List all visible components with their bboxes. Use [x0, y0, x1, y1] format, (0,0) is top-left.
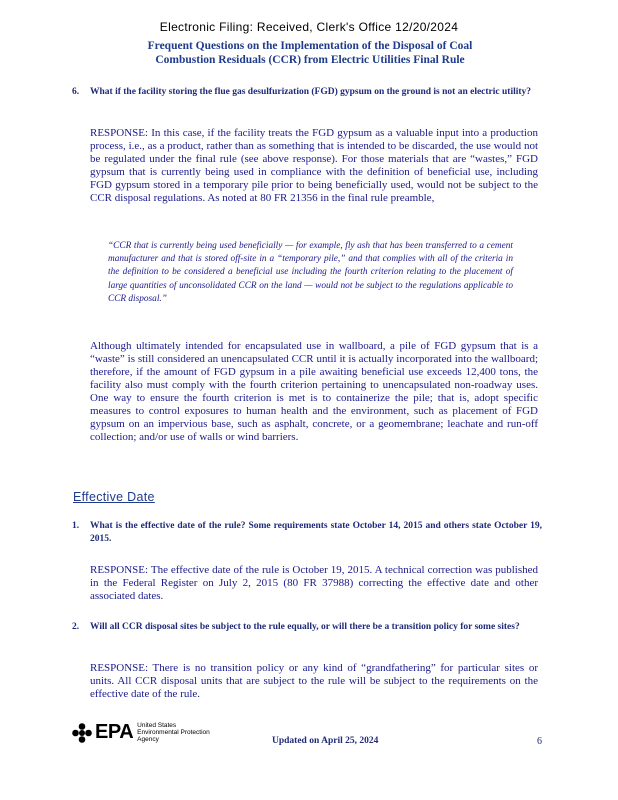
- preamble-quote: “CCR that is currently being used beneficially — for example, fly ash that has been transferred to a cement manufacturer and that is stored off-site in a “temporary pile,” and that complies with all of the criteria in the definition to be considered a beneficial use including the fourth criterion relating to the placement of large quantities of unconsolidated CCR on the land — would not be subject to the regulations applicable to CCR disposal.”: [108, 241, 513, 304]
- agency-name: [137, 722, 210, 743]
- agency-line-1: United States: [137, 722, 177, 729]
- response-1: RESPONSE: The effective date of the rule is October 19, 2015. A technical correction was published in the Federal Register on July 2, 2015 (80 FR 37988) correcting the effective date and other associated dates.: [90, 564, 538, 602]
- question-6: [72, 86, 542, 99]
- epa-logo: [72, 721, 210, 744]
- document-title: [60, 39, 560, 67]
- updated-date: Updated on April 25, 2024: [272, 736, 379, 746]
- page-number: 6: [537, 736, 542, 747]
- epa-wordmark: EPA: [95, 721, 134, 743]
- question-text: What if the facility storing the flue gas desulfurization (FGD) gypsum on the ground is not an electric utility?: [90, 87, 532, 97]
- response-6-paragraph-1: RESPONSE: In this case, if the facility treats the FGD gypsum as a valuable input into a production process, i.e., as a product, rather than as something that is intended to be discarded, the use would not be regulated under the final rule (see above response). For those materials that are “wastes,” FGD gypsum that is currently being used in compliance with the definition of beneficial use, including FGD gypsum stored in a temporary pile prior to being beneficially used, would not be subject to the CCR disposal regulations. As noted at 80 FR 21356 in the final rule preamble,: [90, 127, 538, 204]
- question-text: Will all CCR disposal sites be subject to the rule equally, or will there be a transition policy for some sites?: [90, 622, 520, 632]
- question-1: [72, 520, 542, 546]
- question-text: What is the effective date of the rule? Some requirements state October 14, 2015 and others state October 19, 2015.: [90, 521, 542, 544]
- question-number: 6.: [72, 87, 80, 97]
- agency-line-2: Environmental Protection: [137, 729, 210, 736]
- title-line-1: Frequent Questions on the Implementation of the Disposal of Coal: [147, 40, 473, 52]
- question-2: [72, 621, 542, 634]
- agency-line-3: Agency: [137, 736, 159, 743]
- section-heading-effective-date: Effective Date: [73, 490, 155, 504]
- filing-stamp: Electronic Filing: Received, Clerk's Office 12/20/2024: [159, 20, 459, 34]
- title-line-2: Combustion Residuals (CCR) from Electric Utilities Final Rule: [155, 54, 465, 66]
- question-number: 2.: [72, 622, 80, 632]
- response-6-paragraph-2: Although ultimately intended for encapsulated use in wallboard, a pile of FGD gypsum that is a “waste” is still considered an unencapsulated CCR until it is actually incorporated into the wallboard; therefore, if the amount of FGD gypsum in a pile awaiting beneficial use exceeds 12,400 tons, the facility also must comply with the fourth criterion pertaining to unencapsulated non-roadway uses. One way to ensure the fourth criterion is met is to containerize the pile; that is, adopt specific measures to control exposures to human health and the environment, such as placement of FGD gypsum on an impervious base, such as asphalt, concrete, or a geomembrane; leachate and run-off collection; and/or use of walls or wind barriers.: [90, 340, 538, 443]
- epa-flower-icon: [72, 723, 92, 743]
- response-2: RESPONSE: There is no transition policy or any kind of “grandfathering” for particular sites or units. All CCR disposal units that are subject to the rule will be subject to the requirements on the effective date of the rule.: [90, 662, 538, 700]
- question-number: 1.: [72, 521, 80, 531]
